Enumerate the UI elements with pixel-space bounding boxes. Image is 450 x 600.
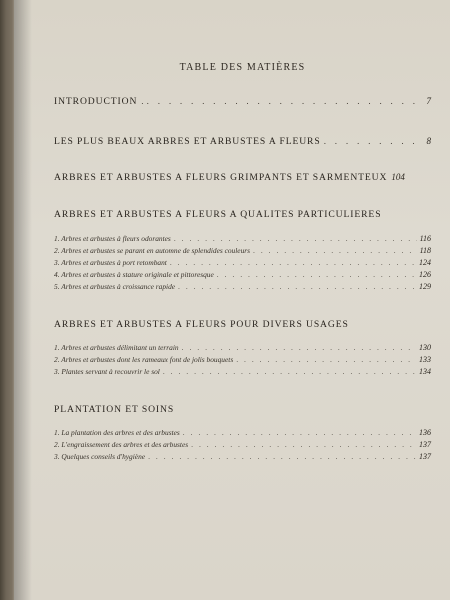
toc-subentry-label: 2. L'engraissement des arbres et des arbustes — [54, 440, 189, 449]
toc-subentry-label: 3. Plantes servant à recouvrir le sol — [54, 367, 160, 376]
leader-dots — [147, 98, 424, 106]
toc-page-number: 137 — [419, 440, 431, 449]
pencil-mark: . — [141, 98, 144, 106]
leader-dots — [148, 455, 416, 461]
toc-subentry-label: 5. Arbres et arbustes à croissance rapide — [54, 282, 176, 291]
book-page — [14, 0, 450, 600]
toc-subentry-label: 3. Arbres et arbustes à port retombant — [54, 258, 167, 267]
toc-page-number: 7 — [426, 96, 431, 106]
toc-subentry[interactable] — [54, 270, 431, 279]
toc-entry-label: ARBRES ET ARBUSTES A FLEURS GRIMPANTS ET SARMENTEUX — [54, 172, 388, 183]
leader-dots — [163, 370, 416, 376]
toc-subentry-label: 1. Arbres et arbustes délimitant un terrain — [54, 343, 179, 352]
leader-dots — [236, 358, 416, 364]
toc-page-number: 130 — [419, 343, 431, 352]
toc-subentry[interactable] — [54, 440, 431, 449]
toc-subentry-label: 1. Arbres et arbustes à fleurs odorantes — [54, 234, 171, 243]
section-heading-plantation: PLANTATION ET SOINS — [54, 404, 175, 415]
toc-subentry-label: 2. Arbres et arbustes dont les rameaux font de jolis bouquets — [54, 355, 234, 364]
leader-dots — [217, 273, 416, 279]
toc-page-number: 137 — [419, 452, 431, 461]
leader-dots — [324, 138, 424, 146]
leader-dots — [182, 346, 416, 352]
leader-dots — [253, 249, 417, 255]
toc-entry-label: LES PLUS BEAUX ARBRES ET ARBUSTES A FLEURS — [54, 136, 321, 147]
toc-entry-grimpants[interactable] — [54, 172, 431, 183]
toc-subentry-label: 1. La plantation des arbres et des arbustes — [54, 428, 180, 437]
toc-entry-introduction[interactable] — [54, 96, 431, 107]
toc-page-number: 129 — [419, 282, 431, 291]
toc-page-number: 8 — [426, 136, 431, 146]
toc-page-number: 116 — [419, 234, 431, 243]
leader-dots — [170, 261, 416, 267]
toc-subentry-label: 3. Quelques conseils d'hygiène — [54, 452, 146, 461]
toc-subentry[interactable] — [54, 282, 431, 291]
leader-dots — [178, 285, 416, 291]
toc-page-number: 104 — [391, 172, 405, 182]
leader-dots — [191, 443, 416, 449]
toc-page-number: 118 — [419, 246, 431, 255]
leader-dots — [183, 431, 416, 437]
toc-subentry[interactable] — [54, 452, 431, 461]
toc-subentry[interactable] — [54, 343, 431, 352]
toc-entry-plus-beaux[interactable] — [54, 136, 431, 147]
toc-subentry[interactable] — [54, 258, 431, 267]
page-gutter-shadow — [14, 0, 32, 600]
toc-entry-label: INTRODUCTION — [54, 96, 138, 107]
toc-subentry[interactable] — [54, 246, 431, 255]
toc-subentry-label: 2. Arbres et arbustes se parant en automne de splendides couleurs — [54, 246, 251, 255]
toc-page-number: 124 — [419, 258, 431, 267]
toc-subentry[interactable] — [54, 234, 431, 243]
toc-page-number: 136 — [419, 428, 431, 437]
toc-subentry-label: 4. Arbres et arbustes à stature originale et pittoresque — [54, 270, 214, 279]
section-heading-qualites: ARBRES ET ARBUSTES A FLEURS A QUALITES PARTICULIERES — [54, 209, 382, 220]
toc-subentry[interactable] — [54, 428, 431, 437]
toc-page-number: 133 — [419, 355, 431, 364]
toc-title: TABLE DES MATIÈRES — [179, 62, 306, 73]
toc-page-number: 134 — [419, 367, 431, 376]
leader-dots — [174, 237, 417, 243]
section-heading-usages: ARBRES ET ARBUSTES A FLEURS POUR DIVERS USAGES — [54, 319, 349, 330]
toc-subentry[interactable] — [54, 367, 431, 376]
toc-page-number: 126 — [419, 270, 431, 279]
toc-subentry[interactable] — [54, 355, 431, 364]
